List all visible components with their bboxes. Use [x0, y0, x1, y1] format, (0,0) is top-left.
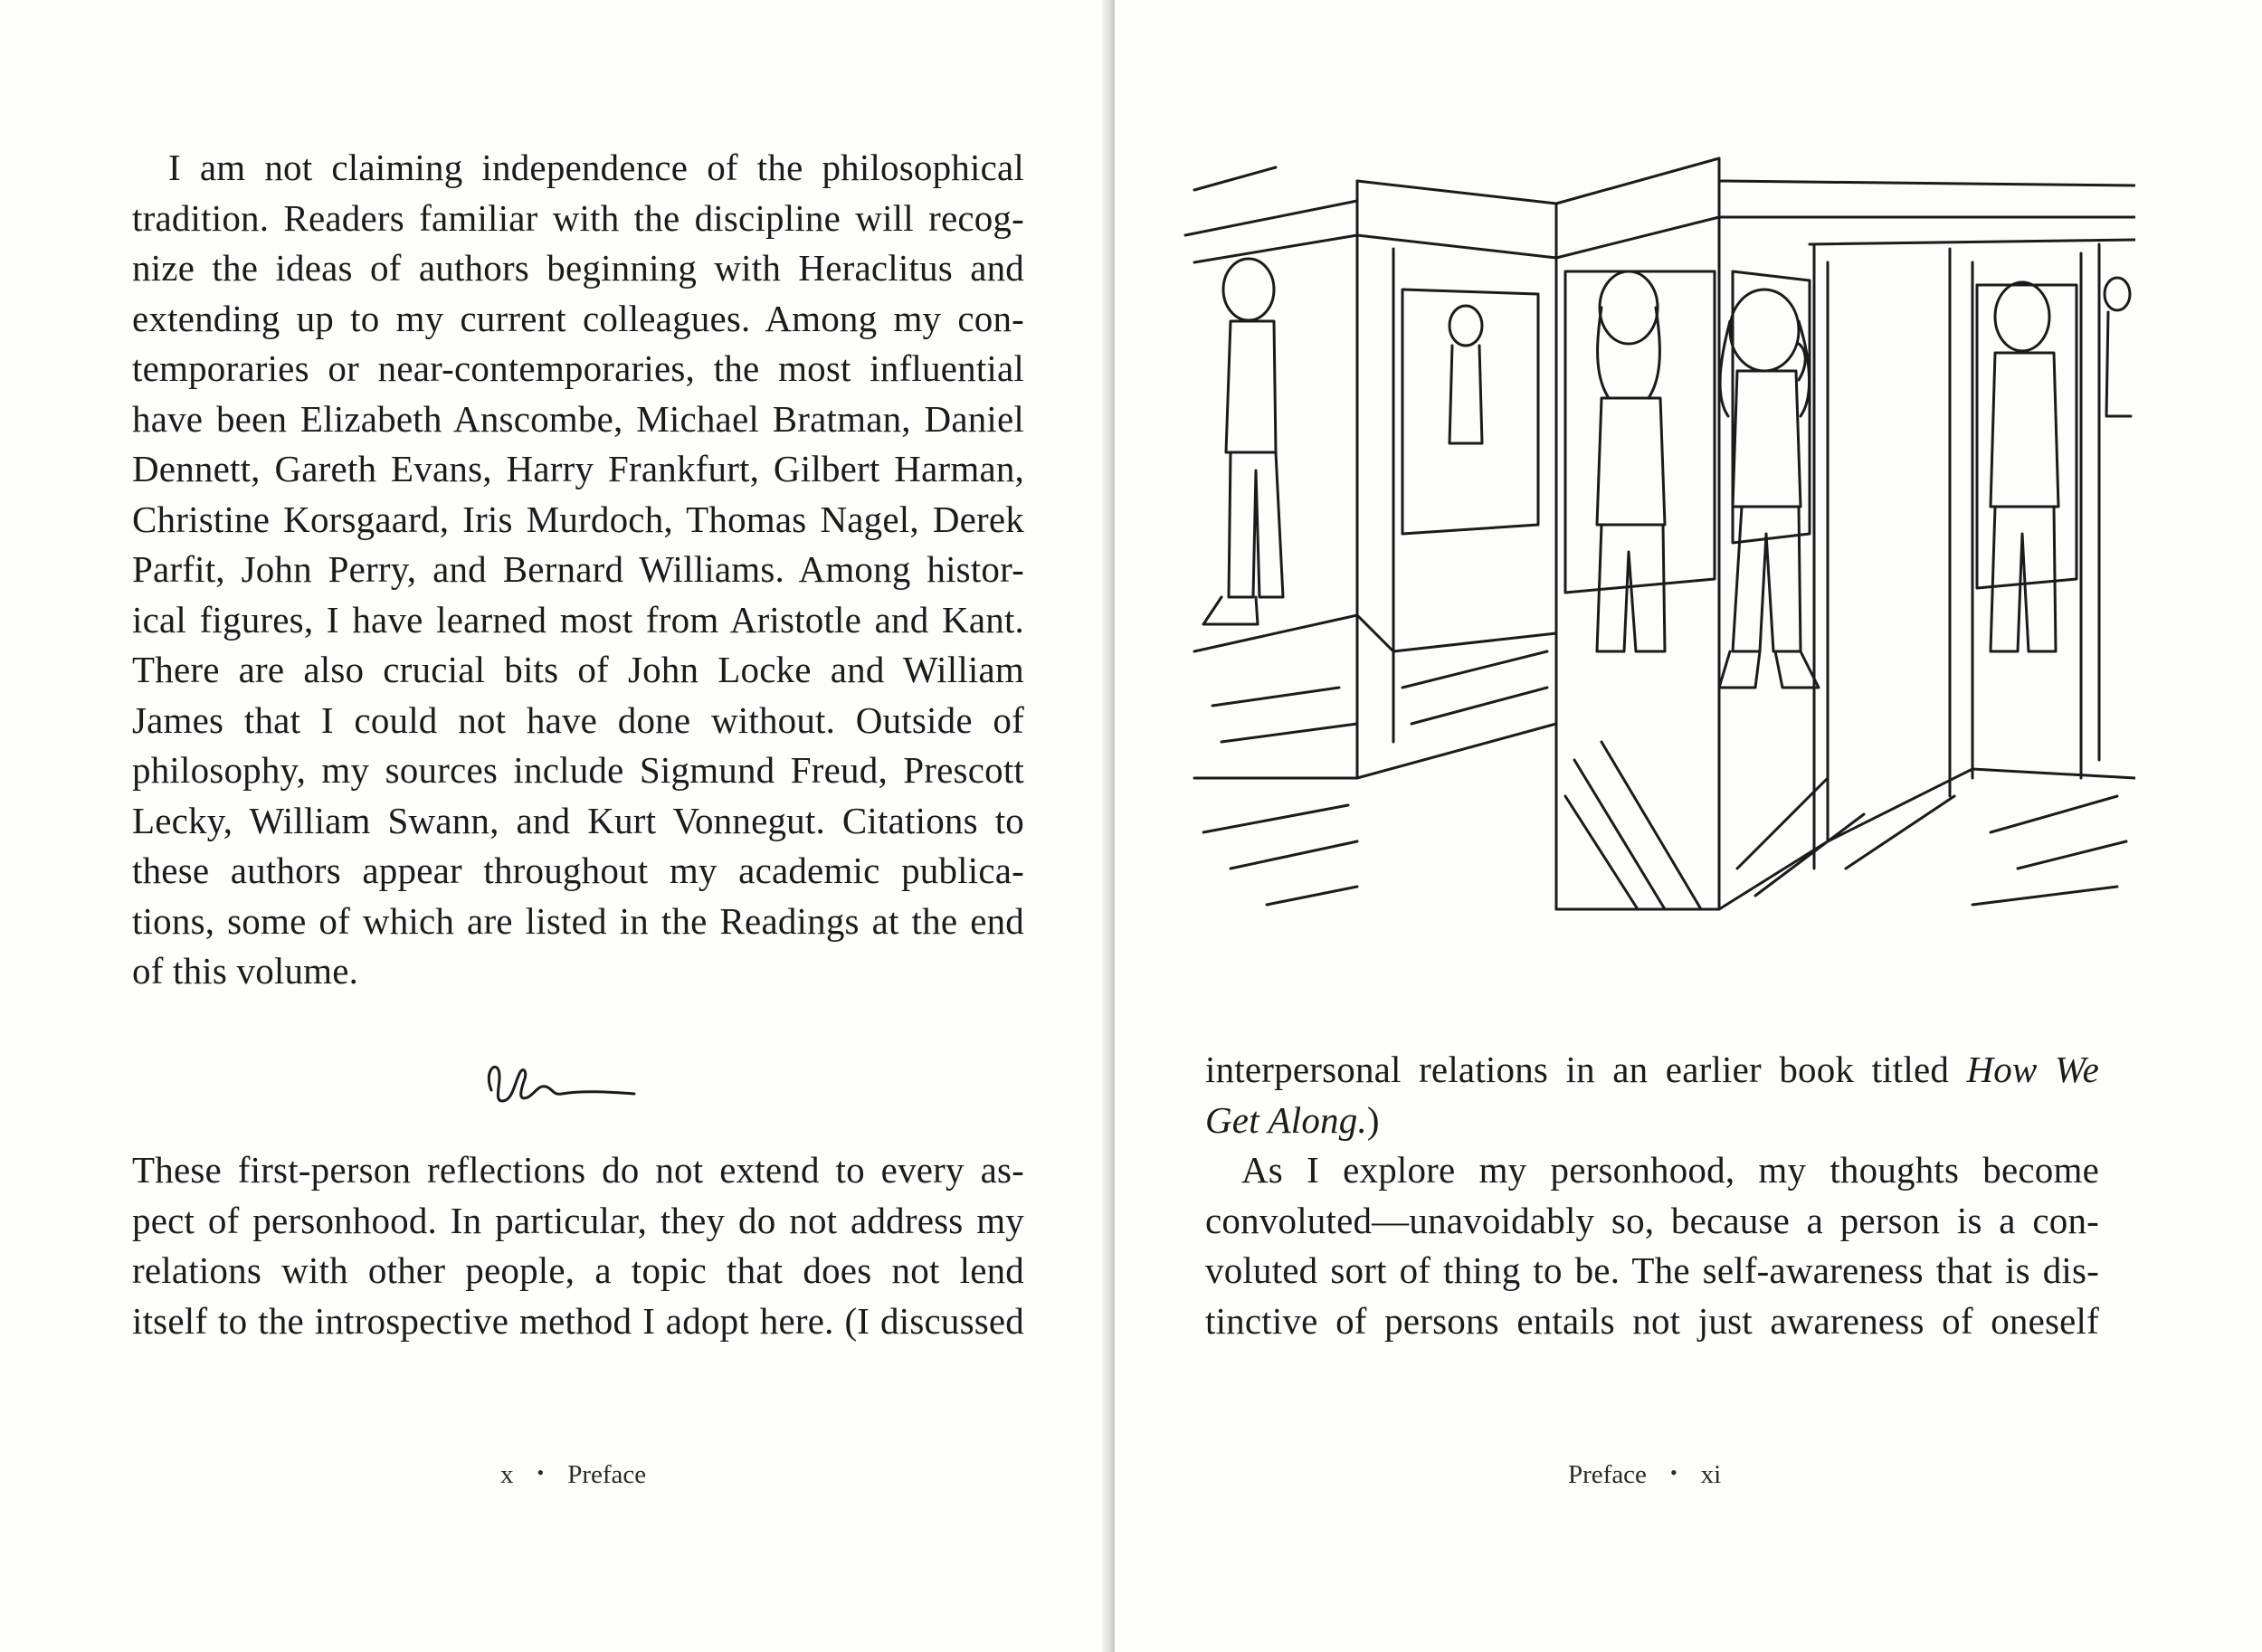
book-title-italic: Get Along. — [1205, 1098, 1367, 1141]
folio-bullet: • — [537, 1461, 545, 1484]
left-page — [0, 0, 1106, 1652]
text-line: pect of personhood. In particular, they do not address my — [132, 1199, 1024, 1241]
text-line: Dennett, Gareth Evans, Harry Frankfurt, Gilbert Harman, — [132, 448, 1024, 489]
text-line: There are also crucial bits of John Locke and William — [132, 649, 1024, 690]
text-line: tradition. Readers familiar with the discipline will recog- — [132, 196, 1024, 239]
text-line: these authors appear throughout my academic publica- — [132, 850, 1024, 891]
text-run: interpersonal relations in an earlier book titled — [1205, 1049, 1967, 1090]
left-paragraph-1 — [132, 143, 1024, 997]
text-line: James that I could not have done without. Outside of — [132, 698, 1024, 741]
text-line: temporaries or near-contemporaries, the most influential — [132, 347, 1024, 389]
text-line: extending up to my current colleagues. Among my con- — [132, 297, 1024, 339]
page-number: x — [500, 1460, 514, 1489]
left-paragraph-2 — [132, 1145, 1024, 1346]
text-run: ) — [1366, 1098, 1380, 1141]
mirror-maze-illustration — [1176, 145, 2135, 941]
text-line: convoluted—unavoidably so, because a person is a con- — [1205, 1199, 2099, 1241]
text-line: Parfit, John Perry, and Bernard Williams. Among histor- — [132, 548, 1024, 590]
text-line: ical figures, I have learned most from Aristotle and Kant. — [132, 598, 1024, 641]
page-footer-left — [500, 1460, 646, 1490]
text-line: As I explore my personhood, my thoughts become — [1241, 1149, 2099, 1191]
right-text — [1205, 1045, 2099, 1346]
running-title: Preface — [1568, 1460, 1647, 1489]
page-footer-right — [1568, 1460, 1721, 1490]
text-line: voluted sort of thing to be. The self-awareness that is dis- — [1205, 1249, 2099, 1291]
text-line: I am not claiming independence of the philosophical — [168, 147, 1024, 188]
text-line: philosophy, my sources include Sigmund Freud, Prescott — [132, 749, 1024, 791]
text-line — [1205, 1045, 2099, 1096]
text-line: These first-person reflections do not extend to every as- — [132, 1149, 1024, 1191]
text-line: nize the ideas of authors beginning with Heraclitus and — [132, 247, 1024, 289]
text-line: relations with other people, a topic that does not lend — [132, 1249, 1024, 1291]
page-number: xi — [1700, 1460, 1722, 1489]
text-line: itself to the introspective method I adopt here. (I discussed — [132, 1299, 1024, 1342]
text-line — [1205, 1096, 2099, 1146]
running-title: Preface — [567, 1460, 647, 1489]
section-break-ornament — [475, 1045, 647, 1117]
text-line: Lecky, William Swann, and Kurt Vonnegut. Citations to — [132, 799, 1024, 841]
text-line: tinctive of persons entails not just awareness of oneself — [1205, 1299, 2099, 1342]
text-line: of this volume. — [132, 950, 359, 992]
text-line: Christine Korsgaard, Iris Murdoch, Thomas Nagel, Derek — [132, 498, 1024, 540]
book-title-italic: How We — [1966, 1049, 2099, 1090]
folio-bullet: • — [1669, 1461, 1677, 1484]
text-line: tions, some of which are listed in the Readings at the end — [132, 899, 1024, 942]
text-line: have been Elizabeth Anscombe, Michael Bratman, Daniel — [132, 397, 1024, 440]
